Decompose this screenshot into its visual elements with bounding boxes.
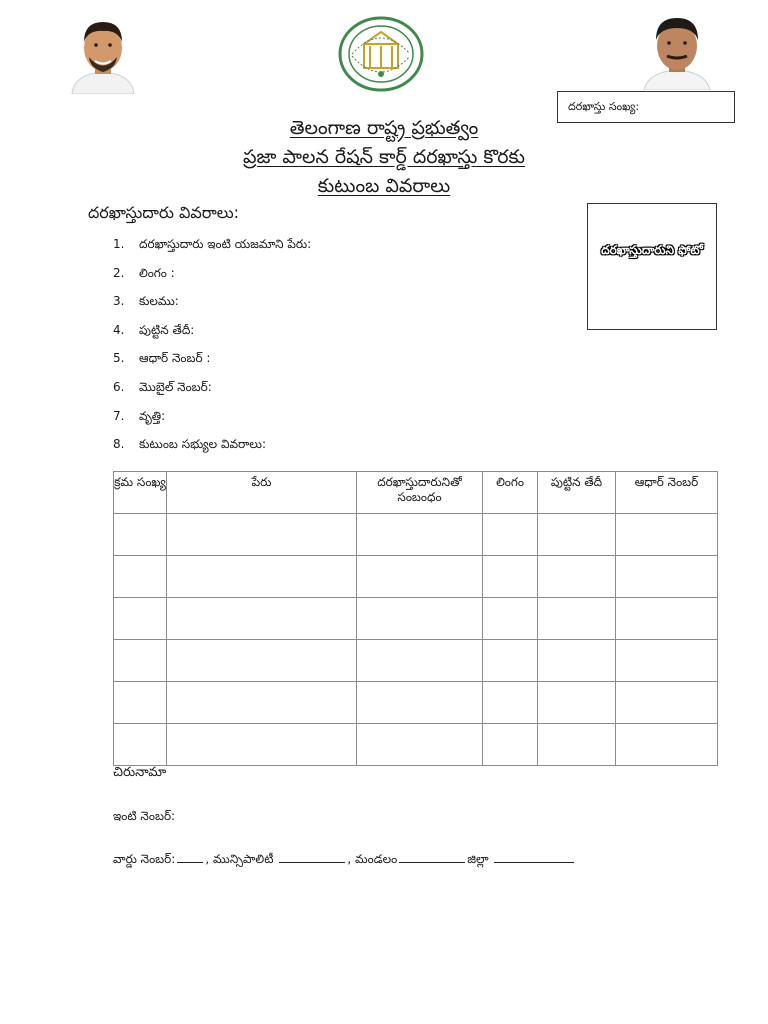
table-cell[interactable] bbox=[538, 682, 616, 724]
table-row bbox=[114, 514, 718, 556]
table-cell[interactable] bbox=[357, 556, 483, 598]
table-header-row bbox=[114, 472, 718, 514]
table-cell[interactable] bbox=[616, 598, 718, 640]
table-cell[interactable] bbox=[616, 514, 718, 556]
column-header-relationship: దరఖాస్తుదారునితో సంబంధం bbox=[357, 472, 483, 514]
field-label: కుటుంబ సభ్యుల వివరాలు: bbox=[139, 437, 267, 452]
table-cell[interactable] bbox=[114, 514, 167, 556]
field-head-of-family-name[interactable] bbox=[113, 230, 311, 259]
applicant-photo-label: దరఖాస్తుదారుని ఫోటో bbox=[601, 243, 703, 257]
table-cell[interactable] bbox=[616, 724, 718, 766]
table-cell[interactable] bbox=[114, 640, 167, 682]
address-label: చిరునామా bbox=[113, 765, 167, 780]
table-cell[interactable] bbox=[167, 682, 357, 724]
table-cell[interactable] bbox=[357, 682, 483, 724]
ward-address-row: వార్డు నెంబర్: , మున్సిపాలిటీ , మండలం జిల్లా bbox=[113, 848, 576, 870]
ward-number-blank[interactable] bbox=[177, 848, 203, 863]
table-cell[interactable] bbox=[357, 724, 483, 766]
table-cell[interactable] bbox=[357, 514, 483, 556]
table-cell[interactable] bbox=[167, 514, 357, 556]
table-row bbox=[114, 556, 718, 598]
table-row bbox=[114, 598, 718, 640]
application-number-label: దరఖాస్తు సంఖ్య: bbox=[568, 100, 640, 113]
table-cell[interactable] bbox=[616, 556, 718, 598]
field-occupation[interactable] bbox=[113, 402, 311, 431]
table-cell[interactable] bbox=[167, 640, 357, 682]
field-caste[interactable] bbox=[113, 287, 311, 316]
applicant-photo-box[interactable] bbox=[587, 203, 717, 330]
table-cell[interactable] bbox=[114, 724, 167, 766]
table-cell[interactable] bbox=[357, 598, 483, 640]
field-number: 8. bbox=[113, 437, 125, 452]
table-row bbox=[114, 724, 718, 766]
district-label: జిల్లా bbox=[467, 852, 489, 866]
table-cell[interactable] bbox=[538, 598, 616, 640]
field-number: 4. bbox=[113, 322, 125, 337]
telangana-emblem-icon bbox=[338, 16, 424, 92]
field-number: 2. bbox=[113, 265, 125, 280]
table-cell[interactable] bbox=[538, 640, 616, 682]
field-number: 7. bbox=[113, 408, 125, 423]
table-cell[interactable] bbox=[483, 682, 538, 724]
table-cell[interactable] bbox=[114, 682, 167, 724]
applicant-details-heading: దరఖాస్తుదారు వివరాలు: bbox=[88, 203, 240, 222]
field-label: పుట్టిన తేదీ: bbox=[139, 322, 195, 337]
field-number: 3. bbox=[113, 294, 125, 309]
table-cell[interactable] bbox=[167, 598, 357, 640]
municipality-blank[interactable] bbox=[279, 848, 345, 863]
column-header-gender: లింగం bbox=[483, 472, 538, 514]
field-mobile-number[interactable] bbox=[113, 373, 311, 402]
table-cell[interactable] bbox=[167, 556, 357, 598]
table-cell[interactable] bbox=[167, 724, 357, 766]
form-title-line-2: ప్రజా పాలన రేషన్ కార్డ్ దరఖాస్తు కొరకు bbox=[242, 146, 526, 168]
field-number: 5. bbox=[113, 351, 125, 366]
field-gender[interactable] bbox=[113, 259, 311, 288]
table-cell[interactable] bbox=[114, 598, 167, 640]
field-number: 1. bbox=[113, 237, 125, 251]
applicant-field-list bbox=[113, 230, 311, 459]
table-cell[interactable] bbox=[114, 556, 167, 598]
field-label: దరఖాస్తుదారు ఇంటి యజమాని పేరు: bbox=[139, 237, 312, 251]
table-row bbox=[114, 640, 718, 682]
mandal-label: మండలం bbox=[354, 852, 398, 866]
field-label: ఆధార్ నెంబర్ : bbox=[139, 351, 211, 366]
table-cell[interactable] bbox=[483, 598, 538, 640]
column-header-aadhaar-number: ఆధార్ నెంబర్ bbox=[616, 472, 718, 514]
table-cell[interactable] bbox=[483, 514, 538, 556]
house-number-label: ఇంటి నెంబర్: bbox=[113, 809, 176, 823]
table-cell[interactable] bbox=[538, 556, 616, 598]
left-portrait-photo bbox=[62, 12, 144, 94]
field-aadhaar-number[interactable] bbox=[113, 344, 311, 373]
table-cell[interactable] bbox=[483, 640, 538, 682]
form-title-line-1: తెలంగాణ రాష్ట్ర ప్రభుత్వం bbox=[289, 117, 479, 139]
form-title-line-3: కుటుంబ వివరాలు bbox=[317, 175, 451, 197]
field-label: వృత్తి: bbox=[139, 408, 166, 423]
mandal-blank[interactable] bbox=[399, 848, 465, 863]
table-cell[interactable] bbox=[616, 682, 718, 724]
family-members-table bbox=[113, 471, 718, 766]
table-cell[interactable] bbox=[616, 640, 718, 682]
table-cell[interactable] bbox=[483, 556, 538, 598]
column-header-date-of-birth: పుట్టిన తేదీ bbox=[538, 472, 616, 514]
table-cell[interactable] bbox=[357, 640, 483, 682]
house-number-row bbox=[113, 805, 175, 827]
field-date-of-birth[interactable] bbox=[113, 316, 311, 345]
municipality-label: మున్సిపాలిటీ bbox=[212, 852, 274, 866]
field-label: కులము: bbox=[139, 294, 179, 309]
right-portrait-photo bbox=[636, 8, 718, 90]
table-body bbox=[114, 514, 718, 766]
ward-number-label: వార్డు నెంబర్: bbox=[113, 852, 176, 866]
field-family-members bbox=[113, 430, 311, 459]
field-number: 6. bbox=[113, 379, 125, 394]
column-header-serial-number: క్రమ సంఖ్య bbox=[114, 472, 167, 514]
field-label: మొబైల్ నెంబర్: bbox=[139, 379, 212, 394]
field-label: లింగం : bbox=[139, 265, 175, 280]
district-blank[interactable] bbox=[494, 848, 574, 863]
table-cell[interactable] bbox=[483, 724, 538, 766]
table-row bbox=[114, 682, 718, 724]
table-cell[interactable] bbox=[538, 514, 616, 556]
table-cell[interactable] bbox=[538, 724, 616, 766]
column-header-name: పేరు bbox=[167, 472, 357, 514]
